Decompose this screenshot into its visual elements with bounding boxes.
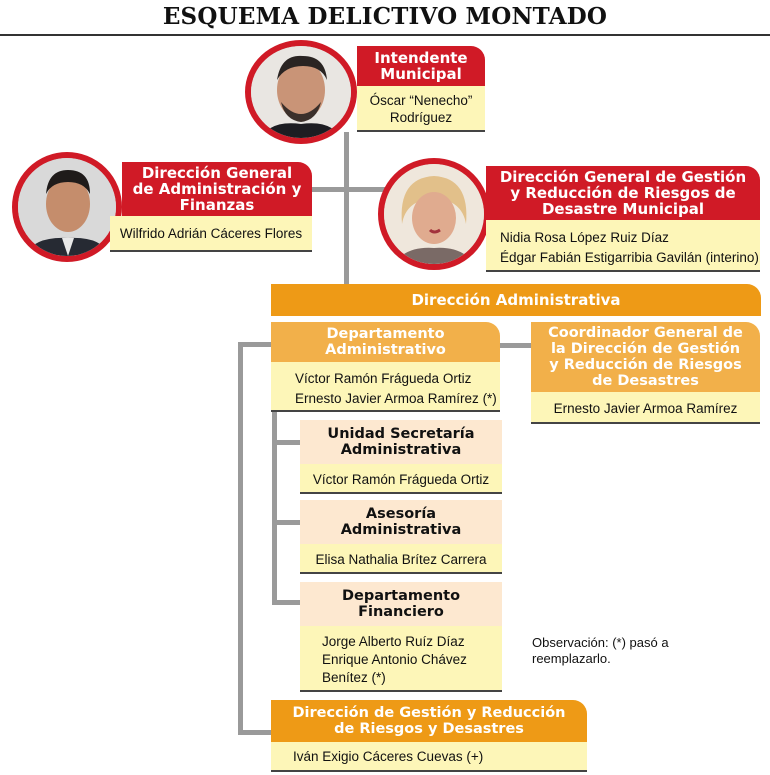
connector-main-vertical (344, 132, 349, 284)
connector-left-top (238, 342, 272, 347)
title-divider (0, 34, 770, 36)
dept-admin-heading: Departamento Administrativo (271, 322, 500, 362)
connector-inner-2 (272, 520, 302, 525)
coordinador-heading: Coordinador General de la Dirección de Gestión y Reducción de Riesgos de Desastres (531, 322, 760, 392)
dggrrd-photo (378, 158, 490, 270)
intendente-photo (245, 40, 357, 144)
intendente-names: Óscar “Nenecho” Rodríguez (357, 86, 485, 132)
person-portrait-icon (18, 158, 116, 256)
dggrrd-heading: Dirección General de Gestión y Reducción de Riesgos de Desastre Municipal (486, 166, 760, 220)
coordinador-names: Ernesto Javier Armoa Ramírez (531, 392, 760, 424)
intendente-heading: Intendente Municipal (357, 46, 485, 86)
asesoria-heading: Asesoría Administrativa (300, 500, 502, 544)
person-portrait-icon (251, 46, 351, 138)
dir-admin-heading: Dirección Administrativa (271, 284, 761, 316)
dgaf-heading: Dirección General de Administración y Finanzas (122, 162, 312, 216)
connector-dept-coord (499, 343, 533, 348)
connector-inner-3 (272, 600, 302, 605)
asesoria-names: Elisa Nathalia Brítez Carrera (300, 544, 502, 574)
dgaf-names: Wilfrido Adrián Cáceres Flores (110, 216, 312, 252)
connector-left-bottom (238, 730, 272, 735)
dgaf-photo (12, 152, 122, 262)
person-portrait-icon (384, 164, 484, 264)
dggrrd-names: Nidia Rosa López Ruiz Díaz Édgar Fabián Estigarribia Gavilán (interino) (486, 220, 760, 272)
connector-inner-1 (272, 440, 302, 445)
page-title: ESQUEMA DELICTIVO MONTADO (162, 3, 608, 30)
unidad-sec-heading: Unidad Secretaría Administrativa (300, 420, 502, 464)
observation-note: Observación: (*) pasó a reemplazarlo. (532, 635, 669, 666)
dir-gestion-heading: Dirección de Gestión y Reducción de Riesgos y Desastres (271, 700, 587, 742)
dept-admin-names: Víctor Ramón Frágueda Ortiz Ernesto Javier Armoa Ramírez (*) (271, 362, 500, 412)
dept-fin-names: Jorge Alberto Ruíz Díaz Enrique Antonio Chávez Benítez (*) (300, 626, 502, 692)
dir-gestion-names: Iván Exigio Cáceres Cuevas (+) (271, 742, 587, 772)
dept-fin-heading: Departamento Financiero (300, 582, 502, 626)
unidad-sec-names: Víctor Ramón Frágueda Ortiz (300, 464, 502, 494)
connector-left-vertical (238, 342, 243, 735)
